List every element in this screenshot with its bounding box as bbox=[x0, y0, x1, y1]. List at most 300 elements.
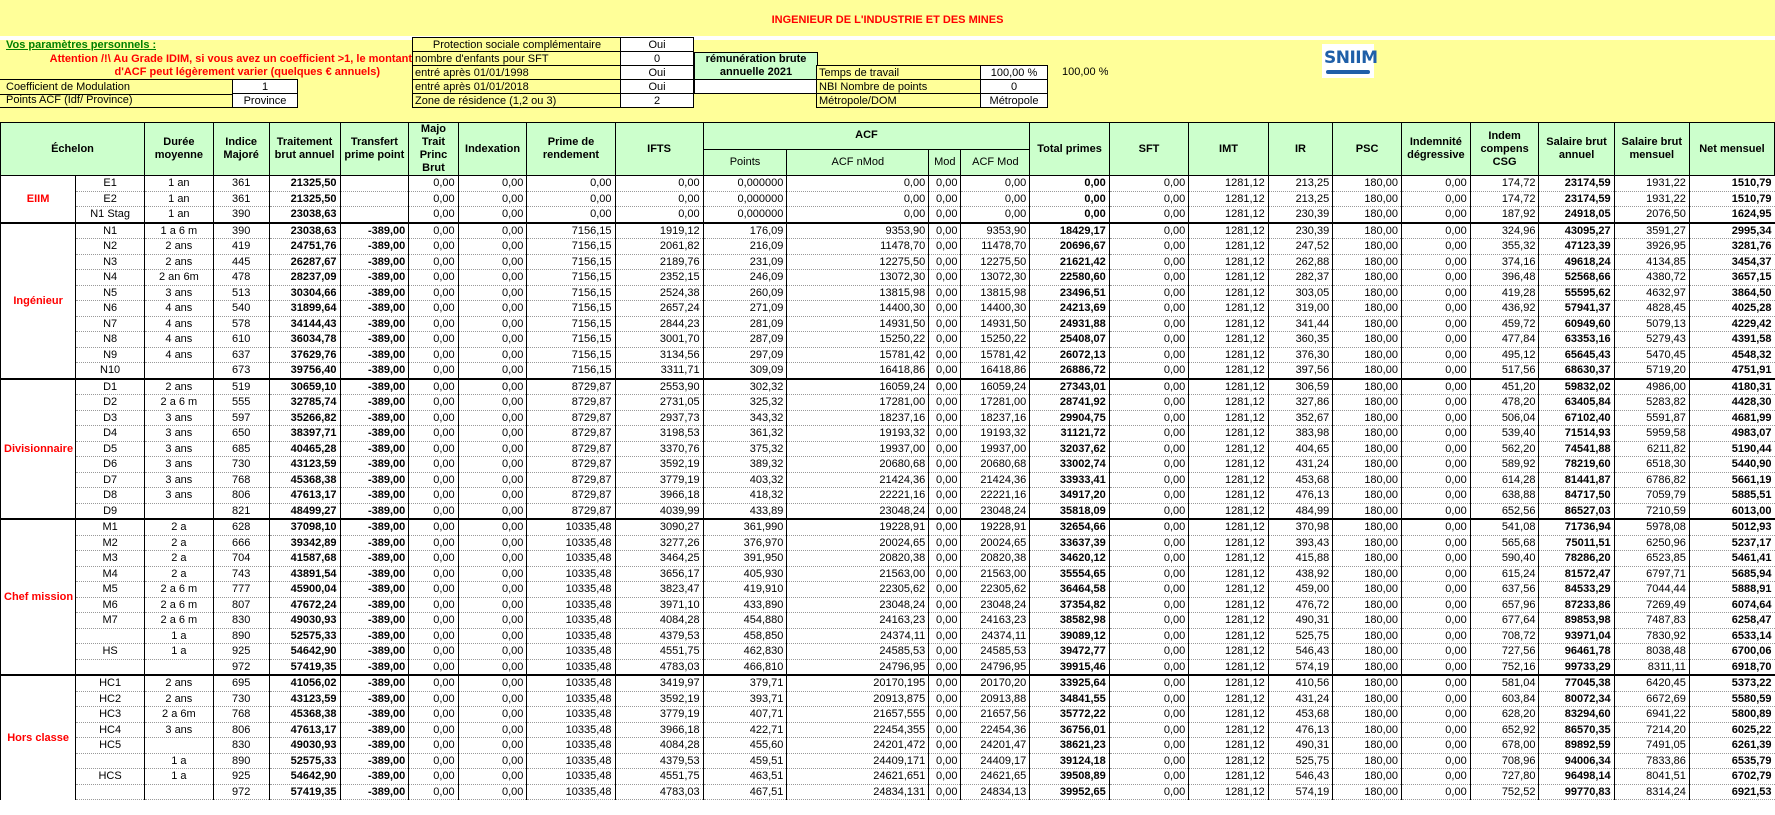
table-cell: 180,00 bbox=[1333, 722, 1402, 738]
table-cell: 360,35 bbox=[1268, 332, 1332, 348]
table-cell: 1281,12 bbox=[1189, 426, 1269, 442]
table-cell: 0,00 bbox=[1401, 784, 1470, 800]
table-cell: 8729,87 bbox=[527, 457, 615, 473]
table-cell: 383,98 bbox=[1268, 426, 1332, 442]
table-cell: 3966,18 bbox=[615, 488, 703, 504]
table-cell: 24409,17 bbox=[961, 753, 1030, 769]
table-cell: 495,12 bbox=[1470, 347, 1539, 363]
table-cell: 38621,23 bbox=[1030, 738, 1110, 754]
table-cell: 7156,15 bbox=[527, 270, 615, 286]
table-cell: 297,09 bbox=[703, 347, 787, 363]
table-cell: -389,00 bbox=[340, 270, 409, 286]
table-cell: 0,00 bbox=[1401, 395, 1470, 411]
table-cell: 4548,32 bbox=[1689, 347, 1774, 363]
table-cell: 7156,15 bbox=[527, 332, 615, 348]
table-cell: 6261,39 bbox=[1689, 738, 1774, 754]
table-cell: 0,00 bbox=[1109, 301, 1189, 317]
nbi-value[interactable]: 0 bbox=[980, 79, 1048, 94]
table-cell: 0,00 bbox=[929, 691, 961, 707]
table-row bbox=[1, 784, 1775, 800]
table-cell: 34620,12 bbox=[1030, 551, 1110, 567]
table-cell: 0,00 bbox=[1109, 270, 1189, 286]
table-cell: 231,09 bbox=[703, 254, 787, 270]
table-cell: 0,00 bbox=[458, 176, 527, 192]
table-cell: 374,16 bbox=[1470, 254, 1539, 270]
table-cell: 0,00 bbox=[1401, 285, 1470, 301]
table-cell: 5190,44 bbox=[1689, 441, 1774, 457]
table-cell: 1281,12 bbox=[1189, 316, 1269, 332]
table-cell bbox=[340, 176, 409, 192]
table-cell: 0,00 bbox=[1401, 675, 1470, 691]
table-cell: 180,00 bbox=[1333, 566, 1402, 582]
table-cell: 352,67 bbox=[1268, 410, 1332, 426]
table-cell: 0,00 bbox=[1109, 223, 1189, 239]
table-cell: 376,30 bbox=[1268, 347, 1332, 363]
table-cell: 0,00 bbox=[1109, 566, 1189, 582]
table-cell: 2 a bbox=[144, 535, 213, 551]
echelon-cell: N7 bbox=[76, 316, 145, 332]
table-cell: 34917,20 bbox=[1030, 488, 1110, 504]
table-cell: 78219,60 bbox=[1539, 457, 1614, 473]
table-cell: 419 bbox=[213, 239, 269, 255]
table-cell: 555 bbox=[213, 395, 269, 411]
table-cell: 39089,12 bbox=[1030, 628, 1110, 644]
echelon-cell: N8 bbox=[76, 332, 145, 348]
table-cell: 7210,59 bbox=[1614, 503, 1689, 519]
table-cell: 43095,27 bbox=[1539, 223, 1614, 239]
col-indice: Indice Majoré bbox=[213, 123, 269, 176]
table-cell: 17281,00 bbox=[787, 395, 929, 411]
table-cell: 180,00 bbox=[1333, 176, 1402, 192]
table-cell: 28237,09 bbox=[269, 270, 340, 286]
col-traitement: Traitement brut annuel bbox=[269, 123, 340, 176]
table-cell: 628,20 bbox=[1470, 707, 1539, 723]
table-cell: 10335,48 bbox=[527, 582, 615, 598]
table-cell: 23174,59 bbox=[1539, 191, 1614, 207]
table-cell: 52568,66 bbox=[1539, 270, 1614, 286]
table-cell: 39124,18 bbox=[1030, 753, 1110, 769]
table-cell: 180,00 bbox=[1333, 472, 1402, 488]
table-cell: 75011,51 bbox=[1539, 535, 1614, 551]
table-cell: 89853,98 bbox=[1539, 613, 1614, 629]
col-total-primes: Total primes bbox=[1030, 123, 1110, 176]
table-cell: 59832,02 bbox=[1539, 379, 1614, 395]
table-cell: -389,00 bbox=[340, 395, 409, 411]
echelon-cell: HC3 bbox=[76, 707, 145, 723]
table-cell: 24585,53 bbox=[787, 644, 929, 660]
table-cell: 0,00 bbox=[1109, 207, 1189, 223]
table-cell: 302,32 bbox=[703, 379, 787, 395]
table-cell: 20680,68 bbox=[961, 457, 1030, 473]
table-cell: 60949,60 bbox=[1539, 316, 1614, 332]
table-cell: 57419,35 bbox=[269, 784, 340, 800]
table-cell: 673 bbox=[213, 363, 269, 379]
table-cell: 6533,14 bbox=[1689, 628, 1774, 644]
echelon-cell: D5 bbox=[76, 441, 145, 457]
grade-label: Hors classe bbox=[1, 675, 76, 800]
table-cell: 18429,17 bbox=[1030, 223, 1110, 239]
table-cell: 0,00 bbox=[1401, 691, 1470, 707]
table-cell: 180,00 bbox=[1333, 582, 1402, 598]
table-cell: 389,32 bbox=[703, 457, 787, 473]
table-cell: 4983,07 bbox=[1689, 426, 1774, 442]
metropole-value[interactable]: Métropole bbox=[980, 93, 1048, 108]
table-cell: 84717,50 bbox=[1539, 488, 1614, 504]
table-cell: 0,00 bbox=[1109, 410, 1189, 426]
table-cell: 180,00 bbox=[1333, 628, 1402, 644]
table-cell: 0,00 bbox=[1401, 753, 1470, 769]
table-cell: 21563,00 bbox=[787, 566, 929, 582]
table-cell: 0,00 bbox=[1109, 316, 1189, 332]
table-cell: 3592,19 bbox=[615, 691, 703, 707]
table-cell: 327,86 bbox=[1268, 395, 1332, 411]
table-cell: 309,09 bbox=[703, 363, 787, 379]
table-cell: 695 bbox=[213, 675, 269, 691]
table-cell: 0,00 bbox=[1109, 332, 1189, 348]
table-cell: 34841,55 bbox=[1030, 691, 1110, 707]
table-cell: 8729,87 bbox=[527, 472, 615, 488]
table-cell: 525,75 bbox=[1268, 753, 1332, 769]
grade-label: Divisionnaire bbox=[1, 379, 76, 520]
col-transfert: Transfert prime point bbox=[340, 123, 409, 176]
table-cell: 0,00 bbox=[1401, 316, 1470, 332]
table-cell: 303,05 bbox=[1268, 285, 1332, 301]
table-cell: 81572,47 bbox=[1539, 566, 1614, 582]
table-cell: 35554,65 bbox=[1030, 566, 1110, 582]
psc-label: Protection sociale complémentaire bbox=[412, 37, 622, 52]
table-cell: 39952,65 bbox=[1030, 784, 1110, 800]
table-cell: 0,00 bbox=[1401, 472, 1470, 488]
table-cell: 306,59 bbox=[1268, 379, 1332, 395]
table-cell: 1281,12 bbox=[1189, 285, 1269, 301]
table-cell: 0,00 bbox=[929, 270, 961, 286]
table-cell: 484,99 bbox=[1268, 503, 1332, 519]
table-row bbox=[1, 207, 1775, 223]
table-cell: 48499,27 bbox=[269, 503, 340, 519]
table-cell: 3971,10 bbox=[615, 597, 703, 613]
table-cell: 0,00 bbox=[1109, 535, 1189, 551]
table-cell: 4428,30 bbox=[1689, 395, 1774, 411]
page-title: INGENIEUR DE L'INDUSTRIE ET DES MINES bbox=[0, 0, 1775, 36]
table-cell: 0,00 bbox=[961, 191, 1030, 207]
table-cell: 0,00 bbox=[458, 597, 527, 613]
table-cell: 7833,86 bbox=[1614, 753, 1689, 769]
table-cell: 16418,86 bbox=[961, 363, 1030, 379]
table-cell: 22305,62 bbox=[787, 582, 929, 598]
table-cell: 246,09 bbox=[703, 270, 787, 286]
table-cell: 0,00 bbox=[409, 347, 458, 363]
table-cell: 455,60 bbox=[703, 738, 787, 754]
table-cell: 3370,76 bbox=[615, 441, 703, 457]
table-cell: 0,00 bbox=[409, 738, 458, 754]
table-cell: 63353,16 bbox=[1539, 332, 1614, 348]
table-cell: 0,00 bbox=[1109, 285, 1189, 301]
table-cell: 0,00 bbox=[458, 582, 527, 598]
table-cell: 0,00 bbox=[1401, 457, 1470, 473]
table-cell: 4632,97 bbox=[1614, 285, 1689, 301]
attention-line-2: d'ACF peut légèrement varier (quelques € annuels) bbox=[114, 66, 380, 78]
table-cell: 180,00 bbox=[1333, 207, 1402, 223]
table-cell: 174,72 bbox=[1470, 176, 1539, 192]
table-cell: 2657,24 bbox=[615, 301, 703, 317]
table-cell: 78286,20 bbox=[1539, 551, 1614, 567]
table-cell: 8314,24 bbox=[1614, 784, 1689, 800]
table-cell: 490,31 bbox=[1268, 738, 1332, 754]
table-cell: 14400,30 bbox=[961, 301, 1030, 317]
table-cell: 0,00 bbox=[929, 254, 961, 270]
entree-1998-value[interactable]: Oui bbox=[620, 65, 694, 80]
echelon-cell: M5 bbox=[76, 582, 145, 598]
col-indexation: Indexation bbox=[458, 123, 527, 176]
table-cell: 1281,12 bbox=[1189, 254, 1269, 270]
table-cell: 37098,10 bbox=[269, 519, 340, 535]
echelon-cell: D3 bbox=[76, 410, 145, 426]
table-cell: 2061,82 bbox=[615, 239, 703, 255]
table-cell: 3657,15 bbox=[1689, 270, 1774, 286]
table-row bbox=[1, 441, 1775, 457]
table-cell: 24796,95 bbox=[961, 659, 1030, 675]
table-cell: -389,00 bbox=[340, 488, 409, 504]
table-cell bbox=[340, 191, 409, 207]
table-cell: 574,19 bbox=[1268, 659, 1332, 675]
table-cell: 216,09 bbox=[703, 239, 787, 255]
table-cell: 615,24 bbox=[1470, 566, 1539, 582]
table-cell: 1281,12 bbox=[1189, 410, 1269, 426]
table-cell: -389,00 bbox=[340, 239, 409, 255]
table-cell: 6211,82 bbox=[1614, 441, 1689, 457]
table-cell: 1931,22 bbox=[1614, 176, 1689, 192]
entree-2018-value[interactable]: Oui bbox=[620, 79, 694, 94]
table-row bbox=[1, 223, 1775, 239]
table-cell: 24374,11 bbox=[961, 628, 1030, 644]
table-cell: 0,00 bbox=[458, 207, 527, 223]
table-cell: 0,00 bbox=[929, 597, 961, 613]
echelon-cell: HC5 bbox=[76, 738, 145, 754]
table-cell: 0,00 bbox=[409, 207, 458, 223]
table-cell: 565,68 bbox=[1470, 535, 1539, 551]
col-salaire-mensuel: Salaire brut mensuel bbox=[1614, 123, 1689, 176]
table-cell: 39508,89 bbox=[1030, 769, 1110, 785]
table-cell: 708,72 bbox=[1470, 628, 1539, 644]
table-cell: 7491,05 bbox=[1614, 738, 1689, 754]
table-cell: 3864,50 bbox=[1689, 285, 1774, 301]
table-cell: 10335,48 bbox=[527, 659, 615, 675]
table-cell: 20820,38 bbox=[961, 551, 1030, 567]
table-cell: 5888,91 bbox=[1689, 582, 1774, 598]
echelon-cell: M1 bbox=[76, 519, 145, 535]
table-row bbox=[1, 301, 1775, 317]
table-cell: 0,00 bbox=[409, 519, 458, 535]
table-cell: 1 a bbox=[144, 769, 213, 785]
table-cell: 0,00 bbox=[929, 363, 961, 379]
table-cell: 830 bbox=[213, 738, 269, 754]
table-cell: 0,00 bbox=[527, 191, 615, 207]
salary-grid-table bbox=[0, 122, 1775, 800]
table-cell: 0,00 bbox=[1109, 347, 1189, 363]
table-cell: 0,00 bbox=[1401, 223, 1470, 239]
table-cell: 403,32 bbox=[703, 472, 787, 488]
table-cell: 43123,59 bbox=[269, 457, 340, 473]
table-cell: 8729,87 bbox=[527, 426, 615, 442]
table-cell: 7156,15 bbox=[527, 363, 615, 379]
table-cell: 24918,05 bbox=[1539, 207, 1614, 223]
table-cell: 393,43 bbox=[1268, 535, 1332, 551]
table-cell: 0,00 bbox=[1401, 488, 1470, 504]
table-cell: 8729,87 bbox=[527, 395, 615, 411]
table-cell: 5237,17 bbox=[1689, 535, 1774, 551]
table-cell: 0,00 bbox=[929, 347, 961, 363]
table-cell: 10335,48 bbox=[527, 597, 615, 613]
table-cell: 7156,15 bbox=[527, 301, 615, 317]
table-cell: 54642,90 bbox=[269, 644, 340, 660]
table-cell: 47123,39 bbox=[1539, 239, 1614, 255]
table-cell: 341,44 bbox=[1268, 316, 1332, 332]
table-cell: 459,51 bbox=[703, 753, 787, 769]
table-cell: 0,00 bbox=[615, 176, 703, 192]
table-cell: 0,00 bbox=[1109, 503, 1189, 519]
table-row bbox=[1, 285, 1775, 301]
table-cell: 1281,12 bbox=[1189, 332, 1269, 348]
table-cell: 10335,48 bbox=[527, 628, 615, 644]
table-cell: 0,00 bbox=[409, 503, 458, 519]
table-cell: 20696,67 bbox=[1030, 239, 1110, 255]
table-cell: 1281,12 bbox=[1189, 675, 1269, 691]
table-cell: 1281,12 bbox=[1189, 613, 1269, 629]
table-cell: 22454,36 bbox=[961, 722, 1030, 738]
table-row bbox=[1, 597, 1775, 613]
table-cell: 0,00 bbox=[1401, 441, 1470, 457]
table-cell: 4084,28 bbox=[615, 613, 703, 629]
table-cell: 0,00 bbox=[458, 769, 527, 785]
table-cell: 0,00 bbox=[458, 519, 527, 535]
table-cell: 459,00 bbox=[1268, 582, 1332, 598]
table-cell: 68630,37 bbox=[1539, 363, 1614, 379]
table-cell: -389,00 bbox=[340, 410, 409, 426]
table-cell: 3966,18 bbox=[615, 722, 703, 738]
table-cell: 462,830 bbox=[703, 644, 787, 660]
table-cell: 21657,56 bbox=[961, 707, 1030, 723]
table-cell: 0,00 bbox=[409, 628, 458, 644]
zone-value[interactable]: 2 bbox=[620, 93, 694, 108]
table-row bbox=[1, 488, 1775, 504]
table-cell: 1281,12 bbox=[1189, 239, 1269, 255]
table-cell: 24374,11 bbox=[787, 628, 929, 644]
echelon-cell: N1 bbox=[76, 223, 145, 239]
remuneration-box bbox=[694, 52, 818, 81]
table-cell: 1281,12 bbox=[1189, 519, 1269, 535]
temps-value[interactable]: 100,00 % bbox=[980, 65, 1048, 80]
table-cell: 0,00 bbox=[1401, 301, 1470, 317]
table-cell: 806 bbox=[213, 488, 269, 504]
echelon-cell: D1 bbox=[76, 379, 145, 395]
table-cell: 0,00 bbox=[409, 659, 458, 675]
table-cell: 0,00 bbox=[1401, 535, 1470, 551]
table-cell: 20820,38 bbox=[787, 551, 929, 567]
table-cell: 18237,16 bbox=[961, 410, 1030, 426]
points-acf-value[interactable]: Province bbox=[232, 93, 298, 108]
col-duree: Durée moyenne bbox=[144, 123, 213, 176]
table-cell: 777 bbox=[213, 582, 269, 598]
table-cell: 393,71 bbox=[703, 691, 787, 707]
table-cell: -389,00 bbox=[340, 644, 409, 660]
table-cell: 52575,33 bbox=[269, 753, 340, 769]
table-cell: 26072,13 bbox=[1030, 347, 1110, 363]
sniim-logo bbox=[1322, 44, 1378, 78]
echelon-cell: HC1 bbox=[76, 675, 145, 691]
table-cell: 2 ans bbox=[144, 691, 213, 707]
table-cell: 37629,76 bbox=[269, 347, 340, 363]
table-cell: 0,00 bbox=[458, 784, 527, 800]
table-cell: 438,92 bbox=[1268, 566, 1332, 582]
table-cell: 47613,17 bbox=[269, 722, 340, 738]
table-cell: 638,88 bbox=[1470, 488, 1539, 504]
table-cell: 0,00 bbox=[1109, 363, 1189, 379]
table-cell: 1281,12 bbox=[1189, 347, 1269, 363]
table-cell: 0,00 bbox=[409, 675, 458, 691]
table-cell: 546,43 bbox=[1268, 644, 1332, 660]
table-cell: 4380,72 bbox=[1614, 270, 1689, 286]
col-acf-nmod: ACF nMod bbox=[787, 149, 929, 176]
table-cell: 2 ans bbox=[144, 379, 213, 395]
table-cell: 5440,90 bbox=[1689, 457, 1774, 473]
table-cell: 5580,59 bbox=[1689, 691, 1774, 707]
table-cell bbox=[144, 503, 213, 519]
table-cell: 35772,22 bbox=[1030, 707, 1110, 723]
table-cell: 7269,49 bbox=[1614, 597, 1689, 613]
table-cell: 0,00 bbox=[409, 566, 458, 582]
table-cell bbox=[144, 659, 213, 675]
table-cell: 0,00 bbox=[409, 426, 458, 442]
table-cell: 0,00 bbox=[527, 207, 615, 223]
table-cell: 21424,36 bbox=[787, 472, 929, 488]
enfants-value[interactable]: 0 bbox=[620, 51, 694, 66]
table-cell: 396,48 bbox=[1470, 270, 1539, 286]
table-cell: 0,00 bbox=[1401, 738, 1470, 754]
table-row bbox=[1, 582, 1775, 598]
table-cell: 578 bbox=[213, 316, 269, 332]
table-cell: 22454,355 bbox=[787, 722, 929, 738]
table-cell: 451,20 bbox=[1470, 379, 1539, 395]
table-cell bbox=[144, 738, 213, 754]
table-cell: 0,00 bbox=[1109, 176, 1189, 192]
table-cell: 4986,00 bbox=[1614, 379, 1689, 395]
table-cell: 6258,47 bbox=[1689, 613, 1774, 629]
table-cell: 23496,51 bbox=[1030, 285, 1110, 301]
table-cell: 419,28 bbox=[1470, 285, 1539, 301]
table-cell: -389,00 bbox=[340, 363, 409, 379]
table-cell: 1281,12 bbox=[1189, 301, 1269, 317]
table-cell: 180,00 bbox=[1333, 410, 1402, 426]
table-cell: 0,00 bbox=[409, 613, 458, 629]
table-cell: 0,00 bbox=[458, 551, 527, 567]
table-cell: 20024,65 bbox=[961, 535, 1030, 551]
table-cell: 5685,94 bbox=[1689, 566, 1774, 582]
table-cell: 0,00 bbox=[1109, 191, 1189, 207]
table-cell: 539,40 bbox=[1470, 426, 1539, 442]
table-cell: -389,00 bbox=[340, 551, 409, 567]
table-cell: 0,00 bbox=[1109, 457, 1189, 473]
table-cell: 180,00 bbox=[1333, 769, 1402, 785]
grade-label: Ingénieur bbox=[1, 223, 76, 379]
col-psc: PSC bbox=[1333, 123, 1402, 176]
table-cell: 476,13 bbox=[1268, 488, 1332, 504]
psc-value[interactable]: Oui bbox=[620, 37, 694, 52]
table-cell: 1281,12 bbox=[1189, 535, 1269, 551]
coef-value[interactable]: 1 bbox=[232, 79, 298, 94]
col-acf-modcoef: Mod bbox=[929, 149, 961, 176]
table-cell: 0,00 bbox=[1401, 582, 1470, 598]
echelon-cell: N6 bbox=[76, 301, 145, 317]
